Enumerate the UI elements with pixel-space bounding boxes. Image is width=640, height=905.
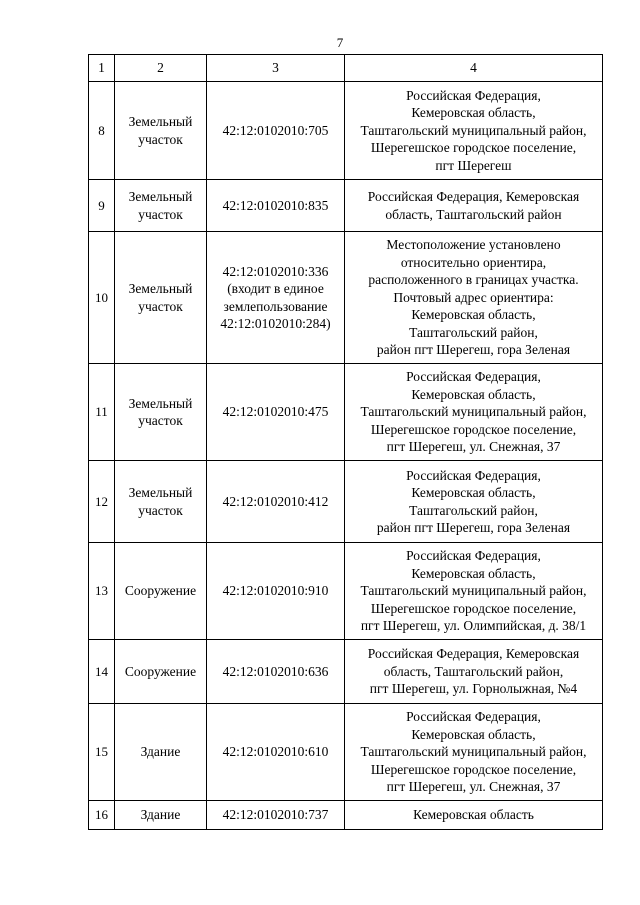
object-address-line: Кемеровская область [413,807,534,823]
object-address-line: Шерегешское городское поселение, [370,421,577,437]
object-type-line: Сооружение [124,583,197,599]
object-type [115,640,207,704]
object-address [345,640,603,704]
cadastral-number-line: (входит в единое [227,281,324,296]
object-address [345,232,603,364]
row-number: 15 [89,704,115,801]
object-address-line: Таштагольский район, [409,324,538,340]
table-row [89,640,603,704]
object-address-line: Таштагольский муниципальный район, [360,404,587,420]
table-row [89,232,603,364]
table-row [89,704,603,801]
object-address-line: область, Таштагольский район, [383,663,564,679]
object-address-line: область, Таштагольский район [385,206,562,222]
object-address-line: Кемеровская область, [411,726,536,742]
table-row [89,180,603,232]
object-type-line: участок [138,206,183,222]
object-address-line: Российская Федерация, [406,369,541,385]
cadastral-number [207,640,345,704]
object-type [115,364,207,461]
cadastral-number-line: 42:12:0102010:737 [222,807,329,823]
header-row [89,55,603,82]
object-type-line: Земельный [128,281,193,296]
row-number: 16 [89,801,115,830]
object-address-line: Шерегешское городское поселение, [370,140,577,156]
object-address-line: Почтовый адрес ориентира: [393,289,554,305]
object-address [345,543,603,640]
cadastral-number [207,801,345,830]
cadastral-number [207,180,345,232]
object-address-line: Шерегешское городское поселение, [370,761,577,777]
object-address-line: Кемеровская область, [411,386,536,402]
cadastral-number-line: 42:12:0102010:284) [220,316,331,331]
object-address-line: район пгт Шерегеш, гора Зеленая [376,520,571,535]
object-address-line: относительно ориентира, [400,254,547,270]
object-type-line: Сооружение [124,663,197,679]
object-type-line: Земельный [128,485,193,500]
object-address-line: Российская Федерация, [406,467,541,483]
cadastral-number-line: 42:12:0102010:610 [222,744,329,760]
cadastral-number-line: землепользование [223,298,328,314]
object-type-line: участок [138,502,183,518]
object-address [345,801,603,830]
header-cell-type: 2 [115,55,207,82]
object-address-line: Кемеровская область, [411,105,536,121]
table-row [89,543,603,640]
object-address-line: пгт Шерегеш, ул. Горнолыжная, №4 [369,681,578,697]
cadastral-number [207,543,345,640]
row-number: 11 [89,364,115,461]
object-address-line: пгт Шерегеш, ул. Снежная, 37 [386,779,561,795]
object-address [345,364,603,461]
object-address-line: пгт Шерегеш, ул. Олимпийская, д. 38/1 [360,618,587,634]
cadastral-number-line: 42:12:0102010:835 [222,197,329,213]
cadastral-number-line: 42:12:0102010:705 [222,122,329,138]
row-number: 13 [89,543,115,640]
object-type [115,232,207,364]
object-address-line: Кемеровская область, [411,485,536,500]
object-address-line: Таштагольский район, [409,502,538,518]
object-address-line: Кемеровская область, [411,565,536,581]
object-type-line: участок [138,131,183,147]
row-number: 9 [89,180,115,232]
object-address [345,180,603,232]
cadastral-number-line: 42:12:0102010:336 [222,263,329,279]
object-type-line: Здание [140,807,181,823]
property-table [88,54,603,830]
table-row [89,364,603,461]
object-type-line: участок [138,298,183,314]
object-address-line: район пгт Шерегеш, гора Зеленая [376,342,571,358]
object-address-line: Таштагольский муниципальный район, [360,583,587,599]
object-address-line: Таштагольский муниципальный район, [360,744,587,760]
object-address-line: Шерегешское городское поселение, [370,600,577,616]
cadastral-number-line: 42:12:0102010:910 [222,583,329,599]
row-number: 8 [89,82,115,180]
header-cell-address: 4 [345,55,603,82]
cadastral-number [207,461,345,543]
object-type-line: Земельный [128,189,193,204]
object-type-line: Земельный [128,114,193,129]
cadastral-number-line: 42:12:0102010:412 [222,493,329,509]
object-address-line: пгт Шерегеш, ул. Снежная, 37 [386,439,561,455]
cadastral-number [207,364,345,461]
object-type [115,82,207,180]
table-row [89,82,603,180]
header-cell-num: 1 [89,55,115,82]
header-cell-cadastral: 3 [207,55,345,82]
object-address [345,461,603,543]
row-number: 12 [89,461,115,543]
row-number: 14 [89,640,115,704]
object-address-line: Российская Федерация, Кемеровская [367,189,580,204]
object-type-line: участок [138,413,183,428]
cadastral-number [207,82,345,180]
row-number: 10 [89,232,115,364]
object-type [115,461,207,543]
object-type [115,704,207,801]
object-address [345,704,603,801]
object-address-line: Российская Федерация, [406,548,541,564]
object-type-line: Земельный [128,395,193,411]
object-address-line: расположенного в границах участка. [368,272,579,288]
table-row [89,461,603,543]
object-type [115,801,207,830]
cadastral-number [207,704,345,801]
object-address-line: Таштагольский муниципальный район, [360,122,587,138]
object-address [345,82,603,180]
object-address-line: Российская Федерация, [406,709,541,725]
object-address-line: Российская Федерация, Кемеровская [367,646,580,662]
table-row [89,801,603,830]
cadastral-number [207,232,345,364]
object-type-line: Здание [140,744,181,760]
object-address-line: Местоположение установлено [386,237,561,253]
cadastral-number-line: 42:12:0102010:636 [222,663,329,679]
cadastral-number-line: 42:12:0102010:475 [222,404,329,420]
object-address-line: Кемеровская область, [411,307,536,323]
object-type [115,180,207,232]
page-number: 7 [336,35,344,50]
object-address-line: пгт Шерегеш [435,157,512,173]
object-type [115,543,207,640]
object-address-line: Российская Федерация, [406,87,541,103]
